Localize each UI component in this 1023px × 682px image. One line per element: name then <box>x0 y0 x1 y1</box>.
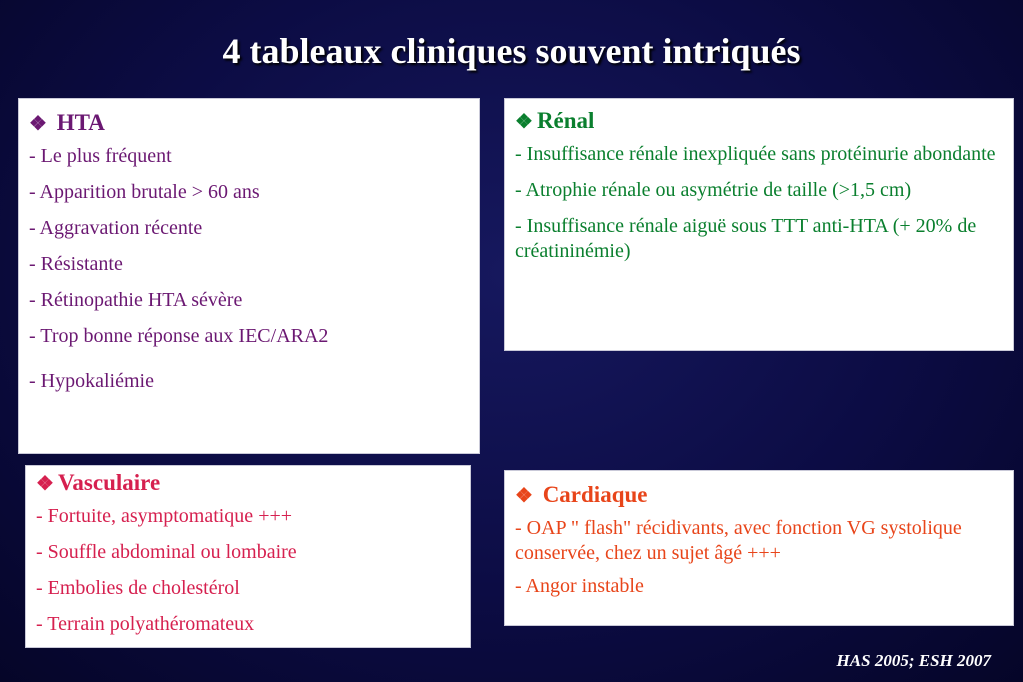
list-item: - OAP " flash" récidivants, avec fonction VG systolique conservée, chez un sujet âgé +++ <box>515 517 962 564</box>
list-item: - Angor instable <box>515 575 644 597</box>
vasculaire-title: Vasculaire <box>57 470 161 495</box>
list-item: - Embolies de cholestérol <box>36 577 240 599</box>
hta-title: HTA <box>56 110 105 135</box>
list-item: - Rétinopathie HTA sévère <box>29 289 243 311</box>
cardiaque-heading <box>515 481 1003 510</box>
renal-box <box>504 98 1014 351</box>
list-item: - Trop bonne réponse aux IEC/ARA2 <box>29 325 329 347</box>
list-item: - Le plus fréquent <box>29 145 172 167</box>
list-item: - Atrophie rénale ou asymétrie de taille (>1,5 cm) <box>515 179 912 201</box>
cardiaque-title: Cardiaque <box>542 482 648 507</box>
diamond-bullet-icon: ❖ <box>29 113 47 135</box>
list-item: - Fortuite, asymptomatique +++ <box>36 505 293 527</box>
hta-heading <box>29 109 469 138</box>
list-item: - Terrain polyathéromateux <box>36 613 255 635</box>
renal-heading <box>515 107 1003 136</box>
vasculaire-box <box>25 465 471 648</box>
list-item: - Apparition brutale > 60 ans <box>29 181 260 203</box>
cardiaque-box <box>504 470 1014 626</box>
diamond-bullet-icon: ❖ <box>515 485 533 507</box>
list-item: - Hypokaliémie <box>29 370 154 392</box>
renal-title: Rénal <box>536 108 595 133</box>
source-citation: HAS 2005; ESH 2007 <box>836 651 991 670</box>
slide-title: 4 tableaux cliniques souvent intriqués <box>222 31 801 71</box>
list-item: - Insuffisance rénale inexpliquée sans protéinurie abondante <box>515 143 996 165</box>
list-item: - Aggravation récente <box>29 217 203 239</box>
list-item: - Insuffisance rénale aiguë sous TTT anti-HTA (+ 20% de créatininémie) <box>515 215 977 262</box>
list-item: - Souffle abdominal ou lombaire <box>36 541 297 563</box>
diamond-bullet-icon: ❖ <box>515 111 533 133</box>
hta-box <box>18 98 480 454</box>
vasculaire-heading <box>36 469 460 498</box>
diamond-bullet-icon: ❖ <box>36 473 54 495</box>
list-item: - Résistante <box>29 253 123 275</box>
